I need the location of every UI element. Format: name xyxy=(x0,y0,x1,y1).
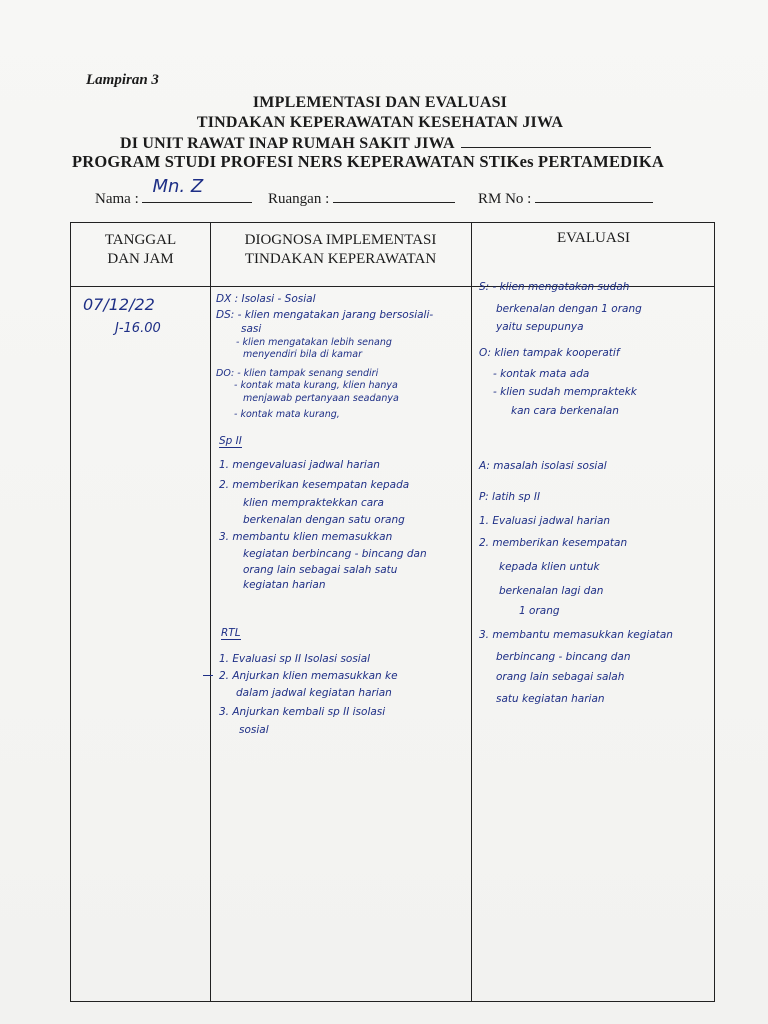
rm-field xyxy=(478,188,653,208)
header-evaluation: EVALUASI xyxy=(556,230,631,246)
diagnosis-line: kegiatan berbincang - bincang dan xyxy=(243,548,427,560)
hospital-blank xyxy=(461,133,651,148)
diagnosis-line: orang lain sebagai salah satu xyxy=(243,564,398,576)
evaluation-line: P: latih sp II xyxy=(479,491,541,503)
header-diagnosis-text: DIOGNOSA IMPLEMENTASI TINDAKAN KEPERAWATAN xyxy=(244,232,437,267)
title-line-4: PROGRAM STUDI PROFESI NERS KEPERAWATAN STIKes PERTAMEDIKA xyxy=(72,152,665,171)
evaluation-line: berkenalan dengan 1 orang xyxy=(496,303,642,315)
diagnosis-section-rtl xyxy=(221,627,241,640)
header-date xyxy=(71,231,210,269)
evaluation-line: 1. Evaluasi jadwal harian xyxy=(479,515,611,527)
name-value: Mn. Z xyxy=(152,176,204,197)
diagnosis-line: dalam jadwal kegiatan harian xyxy=(236,687,392,699)
diagnosis-line: 1. mengevaluasi jadwal harian xyxy=(219,459,380,471)
diagnosis-line: DX : Isolasi - Sosial xyxy=(216,293,316,305)
title-line-1: IMPLEMENTASI DAN EVALUASI xyxy=(252,94,508,111)
evaluation-line: yaitu sepupunya xyxy=(496,321,584,333)
header-date-text: TANGGAL DAN JAM xyxy=(104,232,177,267)
evaluation-line: - kontak mata ada xyxy=(493,368,590,380)
diagnosis-line: 3. Anjurkan kembali sp II isolasi xyxy=(219,706,386,718)
rm-label: RM No : xyxy=(478,191,532,207)
diagnosis-line: sasi xyxy=(241,323,262,335)
diagnosis-line: 3. membantu klien memasukkan xyxy=(219,531,393,543)
room-blank xyxy=(333,188,455,203)
evaluation-line: 3. membantu memasukkan kegiatan xyxy=(479,629,673,641)
evaluation-line: 1 orang xyxy=(519,605,560,617)
name-label: Nama : xyxy=(95,191,139,207)
diagnosis-line: klien mempraktekkan cara xyxy=(243,497,384,509)
title-line-2: TINDAKAN KEPERAWATAN KESEHATAN JIWA xyxy=(196,114,564,131)
evaluation-line: orang lain sebagai salah xyxy=(496,671,625,683)
diagnosis-line: kegiatan harian xyxy=(243,579,326,591)
diagnosis-line: Sp II xyxy=(219,435,242,447)
evaluation-line: berkenalan lagi dan xyxy=(499,585,604,597)
diagnosis-line: 2. memberikan kesempatan kepada xyxy=(219,479,410,491)
room-label: Ruangan : xyxy=(268,191,330,207)
diagnosis-line: menyendiri bila di kamar xyxy=(243,349,362,360)
title-line-3 xyxy=(120,133,680,153)
attachment-label: Lampiran 3 xyxy=(86,72,159,88)
name-field xyxy=(95,176,252,208)
diagnosis-line: DO: - klien tampak senang sendiri xyxy=(216,368,379,379)
column-divider-2 xyxy=(471,223,472,1001)
diagnosis-line: - kontak mata kurang, klien hanya xyxy=(234,380,398,391)
evaluation-line: kan cara berkenalan xyxy=(511,405,619,417)
evaluation-line: A: masalah isolasi sosial xyxy=(479,460,607,472)
rm-blank xyxy=(535,188,653,203)
evaluation-line: 2. memberikan kesempatan xyxy=(479,537,628,549)
room-field xyxy=(268,188,455,208)
evaluation-line: satu kegiatan harian xyxy=(496,693,605,705)
evaluation-line: S: - klien mengatakan sudah xyxy=(479,281,630,293)
diagnosis-line: berkenalan dengan satu orang xyxy=(243,514,405,526)
diagnosis-line: - kontak mata kurang, xyxy=(234,409,340,420)
column-divider-1 xyxy=(210,223,211,1001)
implementation-table xyxy=(70,222,715,1002)
evaluation-line: berbincang - bincang dan xyxy=(496,651,631,663)
entry-date: 07/12/22 xyxy=(83,295,155,314)
diagnosis-section-spii xyxy=(219,435,242,448)
header-diagnosis xyxy=(210,231,471,269)
title-line-3-text: DI UNIT RAWAT INAP RUMAH SAKIT JIWA xyxy=(120,135,455,152)
diagnosis-line: - klien mengatakan lebih senang xyxy=(236,337,392,348)
diagnosis-line: DS: - klien mengatakan jarang bersosiali- xyxy=(216,309,434,321)
evaluation-line: kepada klien untuk xyxy=(499,561,600,573)
diagnosis-line: RTL xyxy=(221,627,241,639)
diagnosis-line: 2. Anjurkan klien memasukkan ke xyxy=(219,670,398,682)
evaluation-line: - klien sudah mempraktekk xyxy=(493,386,637,398)
margin-tick-mark xyxy=(203,675,213,676)
diagnosis-line: 1. Evaluasi sp II Isolasi sosial xyxy=(219,653,371,665)
entry-time: J-16.00 xyxy=(115,321,161,336)
diagnosis-line: menjawab pertanyaan seadanya xyxy=(243,393,399,404)
diagnosis-line: sosial xyxy=(239,724,269,736)
evaluation-line: O: klien tampak kooperatif xyxy=(479,347,620,359)
name-blank xyxy=(142,176,252,203)
